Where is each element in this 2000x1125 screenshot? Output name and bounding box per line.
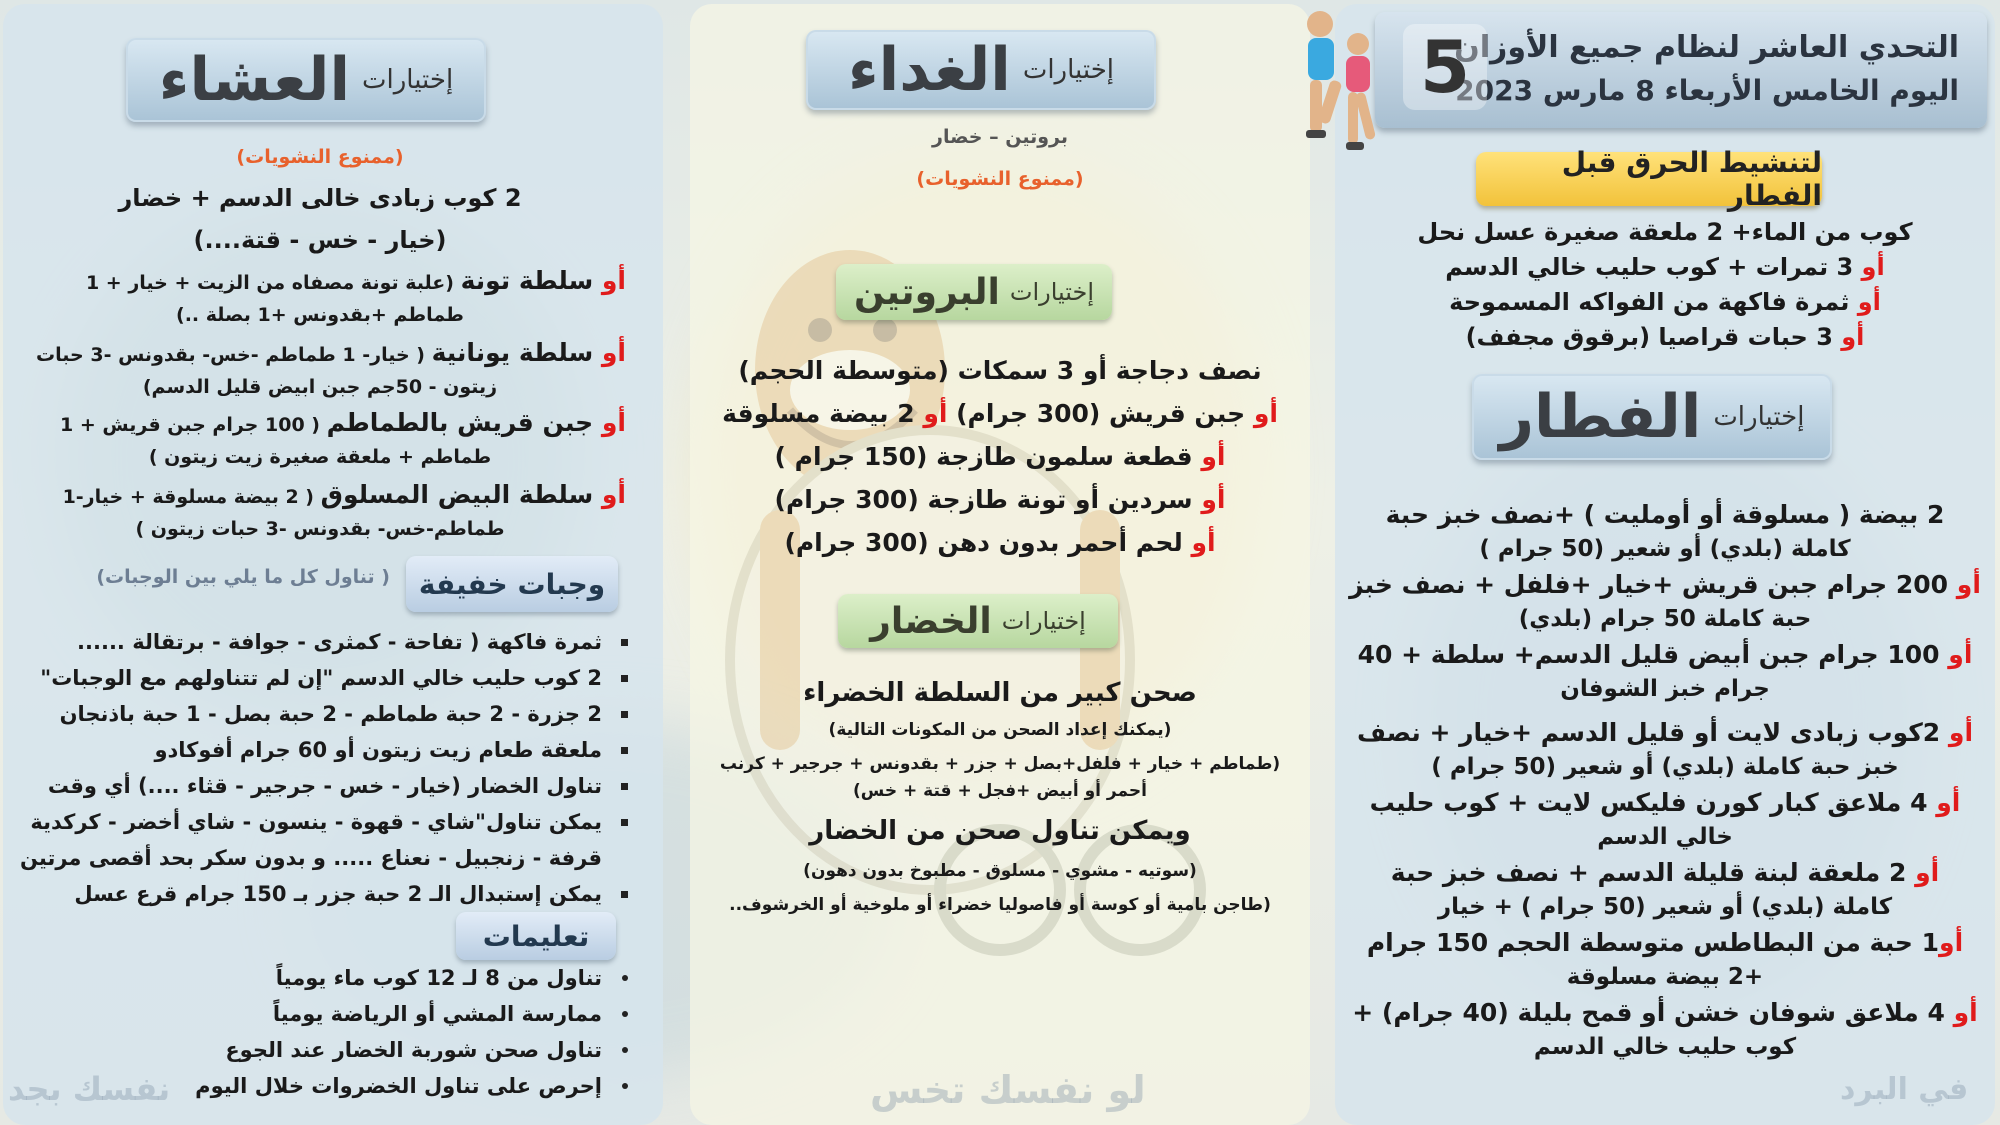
breakfast-title-banner: إختيارات الفطار (1472, 374, 1832, 460)
breakfast-item: 2 بيضة ( مسلوقة أو أومليت ) +نصف خبز حبة (1385, 500, 1945, 529)
snack-item: يمكن إستبدال الـ 2 حبة جزر بـ 150 جرام قرع عسل (10, 876, 636, 912)
protein-item: أو جبن قريش (300 جرام) أو 2 بيضة مسلوقة (722, 399, 1278, 428)
breakfast-item-line2: كوب حليب خالي الدسم (1533, 1034, 1797, 1060)
breakfast-item-line2: كاملة (بلدي) أو شعير (50 جرام ) (1479, 536, 1851, 562)
dinner-title-banner: إختيارات العشاء (126, 38, 486, 122)
snack-item: 2 كوب حليب خالي الدسم "إن لم تتناولهم مع الوجبات" (10, 660, 636, 696)
dinner-option: أو سلطة يونانية ( خيار- 1 طماطم -خس- بقدونس -3 حبات (36, 338, 626, 367)
lunch-title-banner: إختيارات الغداء (806, 30, 1156, 110)
salad-ingredients-1: (طماطم + خيار + فلفل+بصل + جزر + بقدونس + جرجير + كرنب (719, 754, 1281, 774)
instruction-item: ممارسة المشي أو الرياضة يومياً (136, 996, 636, 1032)
challenge-title: التحدي العاشر لنظام جميع الأوزان (1454, 30, 1959, 65)
snacks-label: وجبات خفيفة (406, 556, 618, 612)
fat-burn-item: كوب من الماء+ 2 ملعقة صغيرة عسل نحل (1417, 218, 1913, 246)
instruction-item: إحرص على تناول الخضروات خلال اليوم (136, 1068, 636, 1104)
protein-item: أو قطعة سلمون طازجة (150 جرام ) (774, 442, 1226, 471)
dinner-option: أو سلطة البيض المسلوق ( 2 بيضة مسلوقة + خيار-1 (62, 480, 626, 509)
snack-item: ملعقة طعام زيت زيتون أو 60 جرام أفوكادو (10, 732, 636, 768)
breakfast-item: أو 2 ملعقة لبنة قليلة الدسم + نصف خبز حبة (1390, 858, 1940, 887)
cooked-veg-2: (طاجن بامية أو كوسة أو فاصوليا خضراء أو ملوخية أو الخرشوف.. (729, 895, 1271, 915)
lunch-watermark: لو نفسك تخس (870, 1068, 1146, 1112)
salad-ingredients-2: أحمر أو أبيض +فجل + قتة + خس) (853, 781, 1147, 801)
snack-item: تناول الخضار (خيار - خس - جرجير - قثاء ....) أي وقت (10, 768, 636, 804)
day-number: 5 (1403, 24, 1487, 110)
salad-note: (يمكنك إعداد الصحن من المكونات التالية) (828, 720, 1172, 740)
snacks-note: ( تناول كل ما يلي بين الوجبات) (96, 566, 390, 588)
protein-item: نصف دجاجة أو 3 سمكات (متوسطة الحجم) (738, 356, 1262, 385)
breakfast-item: أو 4 ملاعق كبار كورن فليكس لايت + كوب حليب (1369, 788, 1961, 817)
vegetables-banner: إختيارات الخضار (838, 594, 1118, 648)
dinner-option-line2: طماطم-خس- بقدونس -3 حبات زيتون ) (135, 518, 505, 540)
dinner-option: أو سلطة تونة (علبة تونة مصفاه من الزيت + خيار + 1 (85, 266, 626, 295)
fat-burn-item: أو ثمرة فاكهة من الفواكه المسموحة (1449, 288, 1881, 316)
snacks-list (10, 624, 636, 912)
protein-item: أو لحم أحمر بدون دهن (300 جرام) (784, 528, 1216, 557)
dinner-option-line2: زيتون - 50جم جبن ابيض قليل الدسم) (142, 376, 498, 398)
instruction-item: تناول من 8 لـ 12 كوب ماء يومياً (136, 960, 636, 996)
instruction-item: تناول صحن شوربة الخضار عند الجوع (136, 1032, 636, 1068)
cooked-veg-title: ويمكن تناول صحن من الخضار (809, 816, 1191, 846)
breakfast-item-line2: خالي الدسم (1597, 824, 1733, 850)
right-watermark: في البرد (1840, 1072, 1969, 1107)
challenge-header (1375, 12, 1987, 128)
breakfast-item-line2: كاملة (بلدي) أو شعير (50 جرام ) + خيار (1437, 894, 1893, 920)
dinner-line1: 2 كوب زبادى خالى الدسم + خضار (118, 184, 522, 212)
breakfast-item: أو1 حبة من البطاطس متوسطة الحجم 150 جرام (1366, 928, 1964, 957)
snack-item: قرفة - زنجبيل - نعناع ..... و بدون سكر بحد أقصى مرتين (19, 846, 602, 870)
lunch-no-carbs: (ممنوع النشويات) (916, 168, 1084, 190)
breakfast-item: أو 2كوب زبادى لايت أو قليل الدسم +خيار + نصف (1356, 718, 1974, 747)
snack-item: يمكن تناول"شاي - قهوة - ينسون - شاي أخضر - كركدية (10, 804, 636, 840)
dinner-option: أو جبن قريش بالطماطم ( 100 جرام جبن قريش + 1 (60, 408, 626, 437)
dinner-watermark: نفسك بجد (8, 1070, 171, 1108)
dinner-line2: (خيار - خس - قتة....) (193, 226, 447, 254)
breakfast-item: أو 4 ملاعق شوفان خشن أو قمح بليلة (40 جرام) + (1352, 998, 1978, 1027)
protein-item: أو سردين أو تونة طازجة (300 جرام) (774, 485, 1226, 514)
breakfast-item: أو 100 جرام جبن أبيض قليل الدسم+ سلطة + 40 (1357, 640, 1973, 669)
lunch-subtitle: بروتين – خضار (932, 126, 1068, 148)
breakfast-item-line2: جرام خبز الشوفان (1560, 676, 1770, 702)
breakfast-item-line2: +2 بيضة مسلوقة (1566, 964, 1764, 990)
fat-burn-label: لتنشيط الحرق قبل الفطار (1476, 152, 1822, 206)
runners-icon (1280, 4, 1390, 164)
cooked-veg-1: (سوتيه - مشوي - مسلوق - مطبوخ بدون دهون) (803, 861, 1197, 881)
breakfast-item: أو 200 جرام جبن قريش +خيار +فلفل + نصف خبز (1349, 570, 1981, 599)
breakfast-item-line2: خبز حبة كاملة (بلدي) أو شعير (50 جرام ) (1431, 754, 1899, 780)
dinner-option-line2: طماطم + ملعقة صغيرة زيت زيتون ) (148, 446, 492, 468)
protein-banner: إختيارات البروتين (836, 264, 1112, 320)
fat-burn-item: أو 3 حبات قراصيا (برقوق مجفف) (1465, 323, 1865, 351)
snack-item: 2 جزرة - 2 حبة طماطم - 2 حبة بصل - 1 حبة باذنجان (10, 696, 636, 732)
dinner-option-line2: طماطم +بقدونس +1 بصلة ..) (176, 304, 464, 326)
instructions-label: تعليمات (456, 912, 616, 960)
instructions-list (136, 960, 636, 1104)
snack-item: ثمرة فاكهة ( تفاحة - كمثرى - جوافة - برتقالة ...... (10, 624, 636, 660)
fat-burn-item: أو 3 تمرات + كوب حليب خالي الدسم (1445, 253, 1885, 281)
breakfast-item-line2: حبة كاملة 50 جرام (بلدي) (1518, 606, 1812, 632)
dinner-no-carbs: (ممنوع النشويات) (236, 146, 404, 168)
challenge-date: اليوم الخامس الأربعاء 8 مارس 2023 (1455, 74, 1959, 107)
salad-title: صحن كبير من السلطة الخضراء (803, 678, 1197, 708)
